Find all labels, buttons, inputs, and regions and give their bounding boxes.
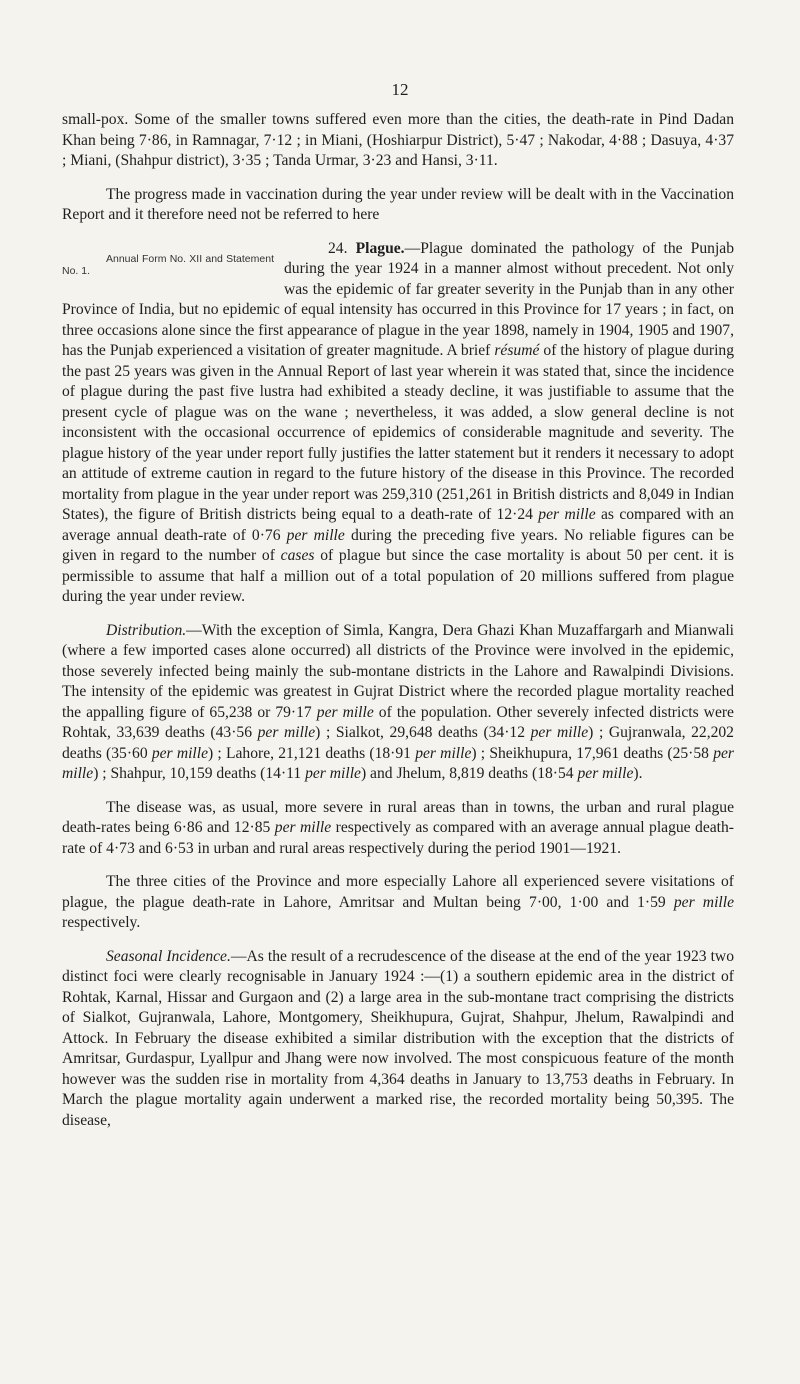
document-body — [62, 110, 734, 1144]
italic-run: per mille — [530, 724, 589, 741]
text-run: —Plague dominated the pathology of the Punjab during the year 1924 in a manner almost without precedent. Not only was the epidemic of far greater severity in the Punjab than in any other Province of India, but no epidemic of equal intensity has occurred in this Province for 17 years ; in fact, on three occasions alone since the first appearance of plague in the year 1898, namely in 1904, 1905 and 1907, has the Punjab experienced a visitation of greater magnitude. A brief — [62, 239, 734, 359]
text-run: ). — [633, 765, 643, 782]
text-run: ) ; Sheikhupura, 17,961 deaths (25·58 — [471, 744, 709, 762]
paragraph-distribution — [62, 621, 734, 785]
paragraph-smallpox: small-pox. Some of the smaller towns suffered even more than the cities, the death-rate in Pind Dadan Khan being 7·86, in Ramnagar, 7·12 ; in Miani, (Hoshiarpur District), 5·47 ; Nakodar, 4·88 ; Dasuya, 4·37 ; Miani, (Shahpur district), 3·35 ; Tanda Urmar, 3·23 and Hansi, 3·11. — [62, 111, 734, 169]
italic-run: résumé — [494, 342, 540, 359]
italic-run: per mille — [538, 506, 596, 523]
margin-note: Annual Form No. XII and Statement No. 1. — [62, 252, 274, 277]
italic-run: per mille — [577, 765, 634, 782]
text-run: respectively. — [62, 914, 141, 931]
page-number: 12 — [391, 80, 409, 99]
italic-run: per mille — [286, 526, 345, 544]
section-heading-distribution: Distribution. — [106, 621, 187, 639]
paragraph-seasonal — [62, 947, 734, 1132]
paragraph-cities — [62, 872, 734, 934]
italic-run: per mille — [415, 744, 472, 762]
italic-run: per mille — [257, 724, 316, 741]
text-run: The disease was, as usual, more severe in rural areas than in towns, the urban and rural plague death-rates being 6·86 and 12·85 — [62, 798, 734, 836]
text-run: as compared with an average annual death-rate of 0·76 — [62, 506, 734, 544]
text-run: The three cities of the Province and more especially Lahore all experienced severe visitations of plague, the plague death-rate in Lahore, Amritsar and Multan being 7·00, 1·00 and 1·59 — [62, 873, 734, 911]
text-run: ) ; Shahpur, 10,159 deaths (14·11 — [93, 765, 302, 782]
italic-run: cases — [280, 547, 315, 564]
text-run: of the population. Other severely infected districts were Rohtak, 33,639 deaths (43·56 — [62, 703, 734, 741]
text-run: —As the result of a recrudescence of the disease at the end of the year 1923 two distinct foci were clearly recognisable in January 1924 :—(1) a southern epidemic area in the district of Rohtak, Karnal, Hissar and Gurgaon and (2) a large area in the sub-montane tract comprising the districts of Sialkot, Gujranwala, Lahore, Montgomery, Sheikhupura, Gujrat, Shahpur, Jhelum, Rawalpindi and Attock. In February the disease exhibited a similar distribution with the exception that the districts of Amritsar, Gurdaspur, Lyallpur and Jhang were now involved. The most conspicuous feature of the month however was the sudden rise in mortality from 4,364 deaths in January to 13,753 deaths in February. In March the plague mortality again underwent a marked rise, the recorded mortality being 50,395. The disease, — [62, 947, 734, 1129]
italic-run: per mille — [305, 765, 361, 782]
text-run: ) ; Gujranwala, 22,202 deaths (35·60 — [62, 724, 734, 762]
italic-run: per mille — [274, 819, 332, 836]
text-run: —With the exception of Simla, Kangra, Dera Ghazi Khan Muzaffargarh and Mianwali (where a few imported cases alone occurred) all districts of the Province were involved in the epidemic, those severely infected being mainly the sub-montane districts in the Lahore and Rawalpindi Divisions. The intensity of the epidemic was greatest in Gujrat District where the recorded plague mortality reached the appalling figure of 65,238 or 79·17 — [62, 621, 734, 721]
italic-run: per mille — [673, 893, 734, 911]
italic-run: per mille — [316, 703, 374, 721]
text-run: ) and Jhelum, 8,819 deaths (18·54 — [360, 765, 574, 782]
paragraph-urban-rural — [62, 798, 734, 860]
italic-run: per mille — [62, 744, 734, 782]
text-run: respectively as compared with an average annual plague death-rate of 4·73 and 6·53 in urban and rural areas respectively during the period 1901—1921. — [62, 819, 735, 857]
text-run: of the history of plague during the past 25 years was given in the Annual Report of last year wherein it was stated that, since the incidence of plague during the past five lustra had exhibited a steady decline, it was justifiable to assume that the present cycle of plague was on the wane ; nevertheless, it was added, a slow general decline is not inconsistent with the occasional occurrence of epidemics of considerable magnitude and severity. The plague history of the year under report fully justifies the latter statement but it renders it necessary to adopt an attitude of extreme caution in regard to the future history of the disease in this Province. The recorded mortality from plague in the year under report was 259,310 (251,261 in British districts and 8,049 in Indian States), the figure of British districts being equal to a death-rate of 12·24 — [62, 342, 735, 523]
text-run: ) ; Sialkot, 29,648 deaths (34·12 — [315, 724, 526, 741]
paragraph-vaccination: The progress made in vaccination during the year under review will be dealt with in the Vaccination Report and it therefore need not be referred to here — [62, 185, 734, 223]
text-run: of plague but since the case mortality is about 50 per cent. it is permissible to assume that half a million out of a total population of 20 millions suffered from plague during the year under review. — [62, 547, 734, 605]
text-run: during the preceding five years. No reliable figures can be given in regard to the number of — [62, 526, 734, 564]
text-run: ) ; Lahore, 21,121 deaths (18·91 — [208, 744, 411, 762]
italic-run: per mille — [151, 744, 209, 762]
paragraph-plague — [62, 239, 734, 608]
section-number: 24. — [328, 239, 348, 257]
section-heading-plague: Plague. — [355, 239, 405, 257]
section-heading-seasonal: Seasonal Incidence. — [106, 947, 231, 965]
